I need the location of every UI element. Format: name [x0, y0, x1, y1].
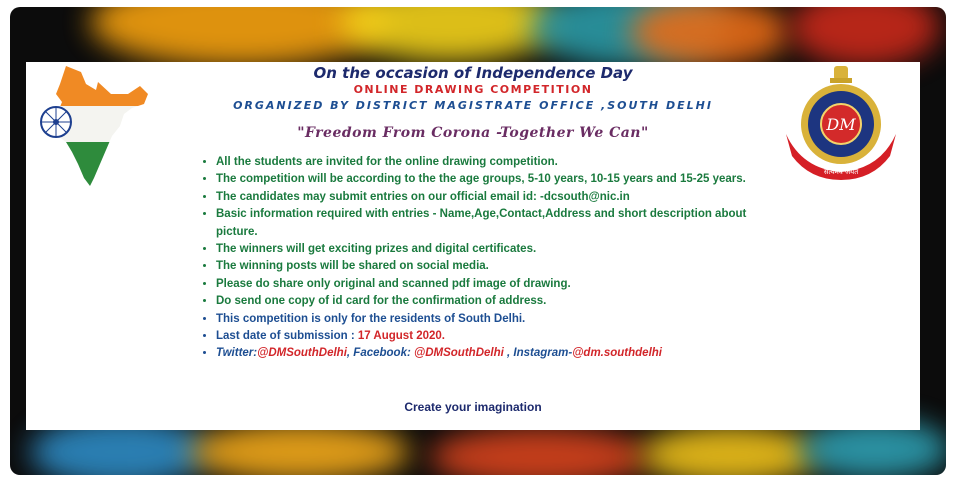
emblem-motto: सत्यमेव जयते [823, 168, 859, 176]
rule-item: • Please do share only original and scanned pdf image of drawing. [216, 276, 776, 293]
rules-list [204, 154, 776, 363]
twitter-handle-link[interactable]: @DMSouthDelhi [257, 347, 347, 360]
occasion-title: On the occasion of Independence Day [313, 64, 633, 82]
emblem-monogram: DM [826, 115, 856, 134]
rule-item: • Basic information required with entries - Name,Age,Contact,Address and short description about picture. [216, 206, 776, 241]
facebook-handle-link[interactable]: @DMSouthDelhi [414, 347, 504, 360]
rule-item: • The competition will be according to the the age groups, 5-10 years, 10-15 years and 15-25 years. [216, 171, 776, 188]
slogan: "Freedom From Corona -Together We Can" [297, 125, 649, 141]
announcement-card [26, 62, 920, 430]
rule-item: • The candidates may submit entries on our official email id: -dcsouth@nic.in [216, 189, 776, 206]
paint-splash-yellow [340, 7, 560, 62]
paint-splash-red [430, 427, 650, 475]
facebook-label: , Facebook: [346, 347, 415, 360]
instagram-handle-link[interactable]: @dm.southdelhi [572, 347, 662, 360]
twitter-label: Twitter: [216, 347, 258, 360]
paint-splash-red [790, 7, 940, 67]
instagram-label: , Instagram- [503, 347, 573, 360]
organizer-line: ORGANIZED BY DISTRICT MAGISTRATE OFFICE ,SOUTH DELHI [233, 99, 713, 112]
paint-splash-yellow [640, 425, 820, 475]
residents-note: • This competition is only for the residents of South Delhi. [216, 311, 776, 328]
footer-tagline: Create your imagination [404, 400, 542, 414]
deadline-label: Last date of submission : [216, 330, 358, 343]
rule-item: • Do send one copy of id card for the confirmation of address. [216, 293, 776, 310]
deadline-date: 17 August 2020. [357, 330, 445, 343]
competition-title: ONLINE DRAWING COMPETITION [353, 83, 593, 96]
rule-item: • The winners will get exciting prizes and digital certificates. [216, 241, 776, 258]
social-links [216, 345, 776, 362]
rule-item: • The winning posts will be shared on social media. [216, 258, 776, 275]
deadline-item [216, 328, 776, 345]
rule-item: • All the students are invited for the online drawing competition. [216, 154, 776, 171]
